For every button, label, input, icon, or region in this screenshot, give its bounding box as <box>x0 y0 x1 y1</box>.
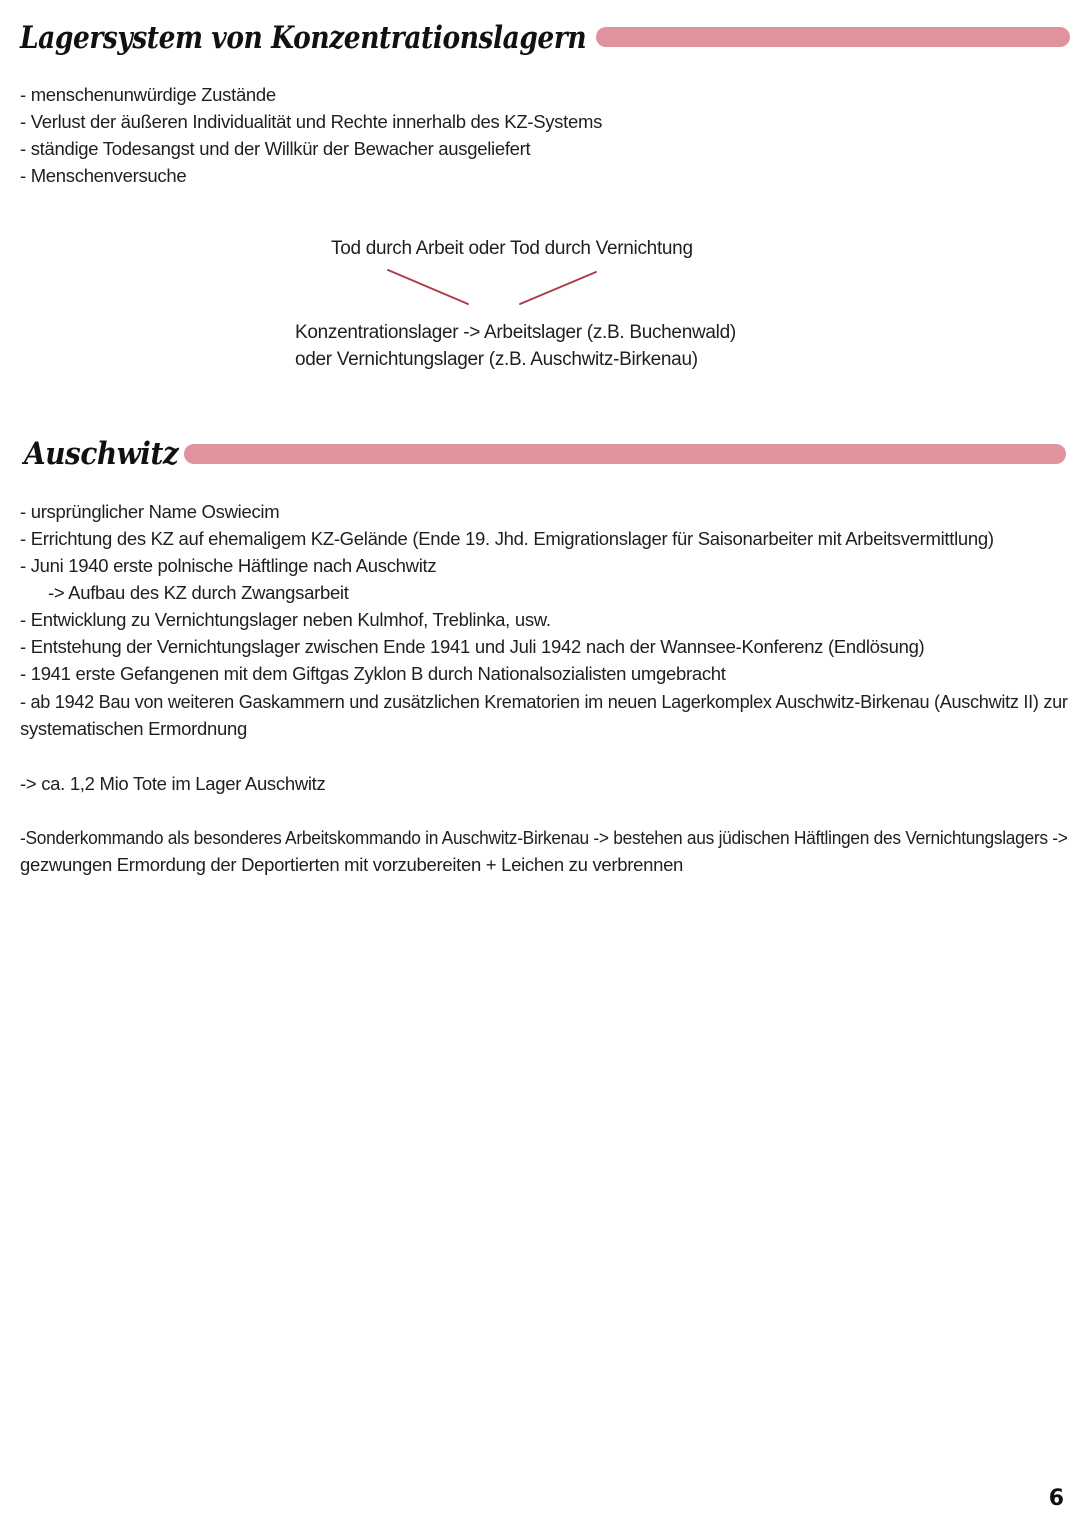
bullet-item: - ursprünglicher Name Oswiecim <box>20 501 280 522</box>
sonderkommando-line-2: gezwungen Ermordung der Deportierten mit vorzubereiten + Leichen zu verbrennen <box>20 854 684 875</box>
title-accent-bar <box>596 27 1070 47</box>
diagram-line-1: Konzentrationslager -> Arbeitslager (z.B. Buchenwald) <box>295 322 736 343</box>
connector-lines <box>380 262 610 312</box>
bullet-item: - Entwicklung zu Vernichtungslager neben Kulmhof, Treblinka, usw. <box>20 609 551 630</box>
bullet-item: - menschenunwürdige Zustände <box>20 84 276 105</box>
bullet-item: - Verlust der äußeren Individualität und Rechte innerhalb des KZ-Systems <box>20 111 603 132</box>
bullet-item: - ständige Todesangst und der Willkür der Bewacher ausgeliefert <box>20 138 531 159</box>
bullet-item: - ab 1942 Bau von weiteren Gaskammern und zusätzlichen Krematorien im neuen Lagerkomplex Auschwitz-Birkenau (Auschwitz II) zur <box>20 691 1068 712</box>
bullet-item: - 1941 erste Gefangenen mit dem Giftgas Zyklon B durch Nationalsozialisten umgebracht <box>20 663 726 684</box>
diagram-top-text: Tod durch Arbeit oder Tod durch Vernichtung <box>331 238 693 259</box>
bullet-item: - Menschenversuche <box>20 165 187 186</box>
diagram-line-2: oder Vernichtungslager (z.B. Auschwitz-Birkenau) <box>295 349 698 370</box>
sonderkommando-line-1: -Sonderkommando als besonderes Arbeitskommando in Auschwitz-Birkenau -> bestehen aus jüdischen Häftlingen des Vernichtungslagers -> <box>20 827 1068 848</box>
deaths-line: -> ca. 1,2 Mio Tote im Lager Auschwitz <box>20 773 326 794</box>
section-title-auschwitz: Auschwitz <box>24 436 179 472</box>
title-accent-bar <box>184 444 1066 464</box>
connector-right <box>520 272 596 304</box>
bullet-item: - Entstehung der Vernichtungslager zwischen Ende 1941 und Juli 1942 nach der Wannsee-Konferenz (Endlösung) <box>20 636 925 657</box>
section-title-lagersystem: Lagersystem von Konzentrationslagern <box>20 20 587 56</box>
bullet-item: - Juni 1940 erste polnische Häftlinge nach Auschwitz <box>20 555 437 576</box>
bullet-item-continued: systematischen Ermordnung <box>20 718 247 739</box>
connector-left <box>388 270 468 304</box>
sub-item: -> Aufbau des KZ durch Zwangsarbeit <box>48 582 349 603</box>
bullet-item: - Errichtung des KZ auf ehemaligem KZ-Gelände (Ende 19. Jhd. Emigrationslager für Saisonarbeiter mit Arbeitsvermittlung) <box>20 528 994 549</box>
page-number: 6 <box>1048 1486 1064 1511</box>
